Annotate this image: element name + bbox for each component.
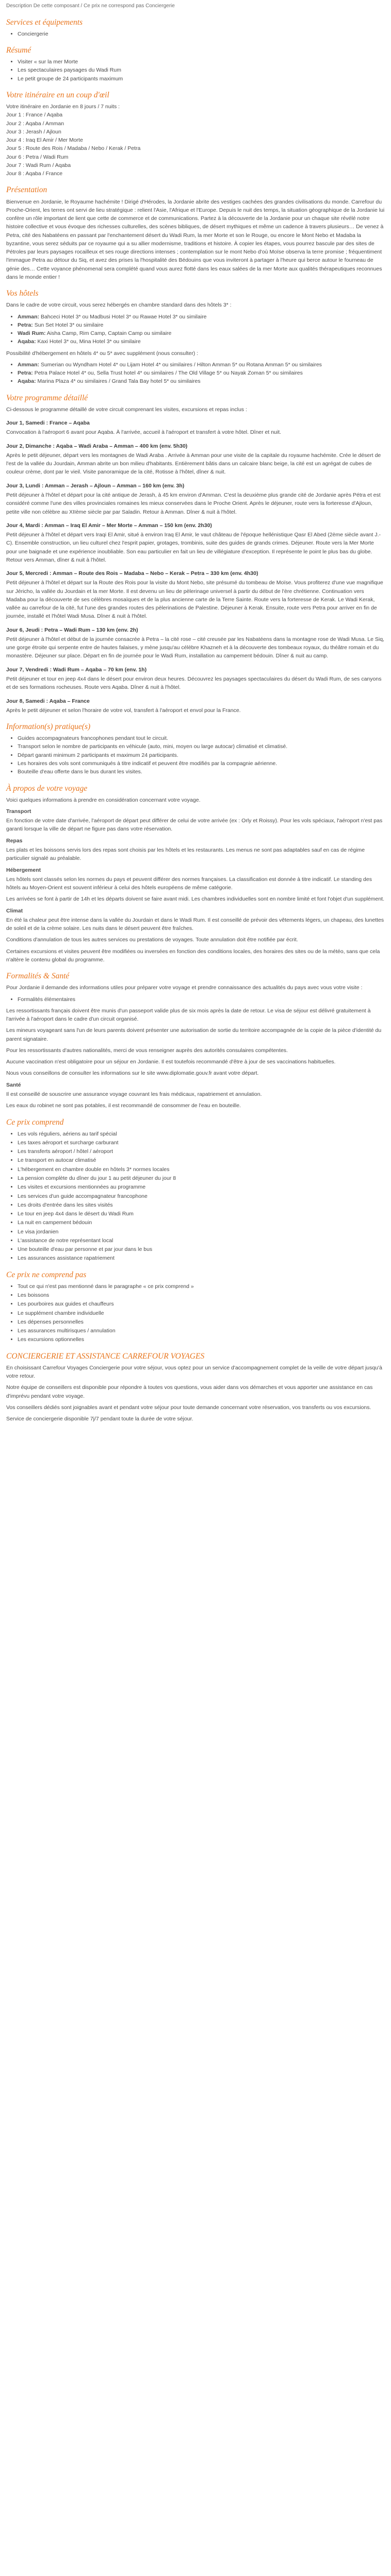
list-item: • Le visa jordanien (18, 1228, 385, 1236)
hotels-intro: Dans le cadre de votre circuit, vous serez hébergés en chambre standard dans des hôtels 3* : (6, 302, 232, 309)
list-item: • Les vols réguliers, aériens au tarif spécial (18, 1130, 385, 1138)
list-item: • Guides accompagnateurs francophones pendant tout le circuit. (18, 734, 385, 742)
day-heading: Jour 6, Jeudi : Petra – Wadi Rum – 130 km (env. 2h) (6, 626, 138, 633)
hotel-item (18, 313, 385, 321)
inclus-section (6, 1117, 385, 1263)
formalites-section (6, 971, 385, 1110)
hotels-section (6, 289, 385, 386)
apropos-subheading: Climat (6, 907, 23, 914)
apropos-title: À propos de votre voyage (6, 784, 88, 793)
itinerary-line: Jour 2 : Aqaba / Amman (6, 120, 64, 127)
formalites-paragraph: Les mineurs voyageant sans l'un de leurs parents doivent présenter une autorisation de sortie du territoire accompagnée de la copie de la pièce d'identité du parent signataire. (6, 1027, 382, 1042)
day-block (6, 697, 385, 715)
list-item: • Les pourboires aux guides et chauffeurs (18, 1300, 385, 1308)
non-inclus-section (6, 1270, 385, 1344)
sante-paragraph: Il est conseillé de souscrire une assurance voyage couvrant les frais médicaux, rapatriement et annulation. (6, 1091, 262, 1097)
day-heading: Jour 5, Mercredi : Amman – Route des Rois – Madaba – Nebo – Kerak – Petra – 330 km (env. 4h30) (6, 570, 258, 577)
hotel-names: Kaxi Hotel 3* ou, Mina Hotel 3* ou similaire (37, 338, 141, 345)
hotel-names: Marina Plaza 4* ou similaires / Grand Tala Bay hotel 5* ou similaires (37, 378, 201, 385)
list-item: • Les boissons (18, 1291, 385, 1299)
list-item: • Les spectaculaires paysages du Wadi Rum (18, 66, 385, 74)
conciergerie-section (6, 1351, 385, 1423)
hotel-city: Aqaba: (18, 378, 36, 385)
list-item: • Les assurances assistance rapatriement (18, 1254, 385, 1262)
apropos-subheading: Hébergement (6, 867, 41, 873)
formalites-paragraph: Les ressortissants français doivent être munis d'un passeport valide plus de six mois après la date de retour. Le visa de séjour est délivré gratuitement à l'arrivée à l'aéroport dans le cadre d'un circuit organisé. (6, 1007, 371, 1023)
resume-section (6, 45, 385, 83)
day-heading: Jour 4, Mardi : Amman – Iraq El Amir – Mer Morte – Amman – 150 km (env. 2h30) (6, 522, 212, 529)
day-text: Petit déjeuner et tour en jeep 4x4 dans le désert pour environ deux heures. Découvrez les paysages spectaculaires du désert du Wadi Rum, de ses canyons et de ses formations rocheuses. Route vers Aqaba. Dîner & nuit à l'hôtel. (6, 676, 382, 691)
day-heading: Jour 3, Lundi : Amman – Jerash – Ajloun – Amman – 160 km (env. 3h) (6, 482, 185, 489)
hotel-city: Aqaba: (18, 338, 36, 345)
day-block (6, 666, 385, 692)
inclus-title: Ce prix comprend (6, 1117, 64, 1127)
list-item: • Départ garanti minimum 2 participants et maximum 24 participants. (18, 751, 385, 759)
day-block (6, 482, 385, 516)
list-item: • Visiter « sur la mer Morte (18, 58, 385, 66)
day-text: Petit déjeuner à l'hôtel et départ pour la cité antique de Jerash, à 45 km environ d'Amman. C'est la deuxième plus grande cité de Jordanie après Pétra et est considéré comme l'une des villes provinciales romaines les mieux conservées dans le Proche Orient. Après le déjeuner, route vers la forteresse d'Ajloun, petite ville non célèbre au XIIème siècle par par Saladin. Retour à Amman. Dîner & nuit à l'hôtel. (6, 492, 381, 515)
apropos-paragraph: En fonction de votre date d'arrivée, l'aéroport de départ peut différer de celui de votre arrivée (ex : Orly et Roissy). Pour les vols spéciaux, l'aéroport n'est pas garanti lorsque la ville de départ ne figure pas dans votre réservation. (6, 818, 383, 833)
apropos-paragraph: Conditions d'annulation de tous les autres services ou prestations de voyages. Toute annulation doit être notifiée par écrit. (6, 937, 298, 943)
apropos-section (6, 784, 385, 964)
hotel-names: Bahceci Hotel 3* ou Madbusi Hotel 3* ou Rawae Hotel 3* ou similaire (40, 313, 207, 320)
itinerary-line: Jour 3 : Jerash / Ajloun (6, 128, 61, 135)
list-item: • Tout ce qui n'est pas mentionné dans le paragraphe « ce prix comprend » (18, 1282, 385, 1291)
list-item: • Formalités élémentaires (18, 995, 385, 1004)
apropos-paragraph: Certaines excursions et visites peuvent être modifiées ou inversées en fonction des conditions locales, des horaires des sites ou de la météo, sans que cela n'altère le contenu global du programme. (6, 948, 380, 963)
hotels-upgrade-list (6, 361, 385, 386)
list-item: • L'hébergement en chambre double en hôtels 3* normes locales (18, 1165, 385, 1174)
formalites-paragraph: Aucune vaccination n'est obligatoire pour un séjour en Jordanie. Il est toutefois recommandé d'être à jour de ses vaccinations habituelles. (6, 1059, 336, 1065)
day-text: Petit déjeuner à l'hôtel et départ vers Iraqi El Amir, situé à environ Iraq El Amir, le vaut château de l'époque hellénistique Qasr El Abed (2ème siècle avant J.-C). Ensemble construction, un lieu culturel chez l'esprit papier, grotages, trombinis, suite des guides de grands crimes. Déjeuner. Route vers la Mer Morte pour une baignade et une expérience inoubliable. Son eau particulier en fait un lieu de villégiature d'exception. Il représente le point le plus bas du globe. Retour vers Amman, dîner & nuit à l'hôtel. (6, 532, 381, 563)
services-title: Services et équipements (6, 18, 83, 27)
itinerary-line: Jour 8 : Aqaba / France (6, 171, 63, 177)
list-item: • Les excursions optionnelles (18, 1335, 385, 1344)
hotel-upgrade-item (18, 369, 385, 377)
non-inclus-list (6, 1282, 385, 1344)
hotels-list (6, 313, 385, 346)
presentation-title: Présentation (6, 185, 47, 195)
day-heading: Jour 7, Vendredi : Wadi Rum – Aqaba – 70 km (env. 1h) (6, 666, 147, 673)
day-block (6, 521, 385, 564)
itinerary-lines (6, 111, 385, 178)
hotel-item (18, 329, 385, 337)
list-item: • L'assistance de notre représentant local (18, 1236, 385, 1245)
day-text: Petit déjeuner à l'hôtel et départ sur la Route des Rois pour la visite du Mont Nebo, site présumé du tombeau de Moïse. Vous profiterez d'une vue magnifique sur Jéricho, la vallée du Jourdain et la mer Morte. Il est devenu un lieu de pèlerinage universel à partir du début de l'ère chrétienne. Continuation vers Madaba pour la découverte de ses célèbres mosaïques et de la plus ancienne carte de la Terre Sainte. Route vers la forteresse de Kerak. Le Wadi Kerak, vallée au carrefour de la cité, fut l'une des grandes routes des pèlerinations de Palestine. Déjeuner à Kerak. Ensuite, route vers Petra pour arriver en fin de journée, installé et l'hôtel Wadi Musa. Dîner & nuit à l'hôtel. (6, 580, 383, 620)
presentation-paragraph: Bienvenue en Jordanie, le Royaume hachémite ! Dirigé d'Hérodes, la Jordanie abrite des vestiges cachées des grandes civilisations du monde. Carrefour du Proche-Orient, les terres ont servi de lieu stratégique : relient l'Asie, l'Afrique et l'Europe. Depuis le nuit des temps, la situation géographique de la Jordanie lui confère un rôle important de lient que cette de commerce et de communications. Partez à la découverte de la Jordanie pour un chaque site révélé notre histoire collective et vous évoque des richesses culturelles, des scènes bibliques, de désert mythiques et même un cadence à travers plusieurs… De venez à Petra, cité des Nabatéens en passant par l'enchantement désert du Wadi Rum, la mer Morte et son le Rouge, ou encore le Mont Nebo et Madaba la byzantine, vous serez séduits par ce royaume qui a su allier modernisme, traditions et histoire. À copier les étapes, vous pourrez bascule par des sites de Pétroles par leurs paysages rocailleux et ses rouge directions intenses ; contemplation sur le mont Nebo d'où Moïse observa la terre promise ; fréquentiment l'immague Petra au détour du Siq, et avez des prises la l'hospitalité des Bédouins que vous inviteront à partager à l'heure qui berce autour le fourneau de génie des… Cette voyance phénomenal sera complété quand vous aurez flotté dans les eaux salées de la mer Morte aux qualités thérapeutiques reconnues dans le monde entier ! (6, 198, 385, 280)
inclus-list (6, 1130, 385, 1263)
day-text: Convocation à l'aéroport 6 avant pour Aqaba. À l'arrivée, accueil à l'aéroport et transfert à votre hôtel. Dîner et nuit. (6, 429, 282, 436)
formalites-paragraph: Nous vous conseillons de consulter les informations sur le site www.diplomatie.gouv.fr avant votre départ. (6, 1070, 259, 1077)
itinerary-line: Jour 7 : Wadi Rum / Aqaba (6, 162, 71, 168)
conciergerie-paragraph: Notre équipe de conseillers est disponible pour répondre à toutes vos questions, vous aider dans vos démarches et vous apporter une assistance en cas d'imprévu pendant votre voyage. (6, 1384, 373, 1399)
hotel-names: Sun Set Hotel 3* ou similaire (34, 321, 104, 328)
list-item: • Transport selon le nombre de participants en véhicule (auto, mini, moyen ou large autocar) climatisé et climatisé. (18, 742, 385, 751)
hotel-names: Sumerian ou Wyndham Hotel 4* ou Lijam Hotel 4* ou similaires / Hilton Amman 5* ou Rotana Amman 5* ou similaires (40, 361, 322, 368)
formalites-title: Formalités & Santé (6, 972, 70, 981)
informations-title: Information(s) pratique(s) (6, 722, 91, 732)
list-item: • Les visites et excursions mentionnées au programme (18, 1183, 385, 1191)
services-list (6, 30, 385, 38)
list-item: • Le supplément chambre individuelle (18, 1309, 385, 1317)
list-item: • Les dépenses personnelles (18, 1318, 385, 1326)
list-item: • Les services d'un guide accompagnateur francophone (18, 1192, 385, 1200)
hotel-names: Aisha Camp, Rim Camp, Captain Camp ou similaire (46, 330, 172, 337)
day-block (6, 569, 385, 621)
itinerary-line: Jour 1 : France / Aqaba (6, 112, 63, 118)
hotel-upgrade-item (18, 361, 385, 369)
list-item: • Les horaires des vols sont communiqués à titre indicatif et peuvent être modifiés par la compagnie aérienne. (18, 759, 385, 768)
resume-title: Résumé (6, 45, 31, 55)
list-item: • Conciergerie (18, 30, 385, 38)
list-item: • Les taxes aéroport et surcharge carburant (18, 1139, 385, 1147)
day-heading: Jour 2, Dimanche : Aqaba – Wadi Araba – Amman – 400 km (env. 5h30) (6, 443, 188, 449)
hotel-names: Petra Palace Hotel 4* ou, Sella Trust hotel 4* ou similaires / The Old Village 5* ou Nayak Zoman 5* ou similaires (34, 370, 303, 377)
list-item: • Les transferts aéroport / hôtel / aéroport (18, 1147, 385, 1156)
list-item: • Le transport en autocar climatisé (18, 1156, 385, 1164)
apropos-paragraph: En été la chaleur peut être intense dans la vallée du Jourdain et dans le Wadi Rum. Il est conseillé de prévoir des vêtements légers, un chapeau, des lunettes de soleil et de la crème solaire. Les nuits dans le désert peuvent être fraîches. (6, 917, 384, 932)
non-inclus-title: Ce prix ne comprend pas (6, 1270, 87, 1279)
hotel-item (18, 321, 385, 329)
day-block (6, 442, 385, 477)
day-text: Après le petit déjeuner et selon l'horaire de votre vol, transfert à l'aéroport et envol pour la France. (6, 707, 241, 714)
presentation-section (6, 185, 385, 281)
resume-list (6, 58, 385, 83)
hotels-title: Vos hôtels (6, 289, 39, 298)
list-item: • Bouteille d'eau offerte dans le bus durant les visites. (18, 768, 385, 776)
itinerary-line: Jour 4 : Iraq El Amir / Mer Morte (6, 137, 83, 144)
day-heading: Jour 8, Samedi : Aqaba – France (6, 698, 90, 704)
list-item: • Une bouteille d'eau par personne et par jour dans le bus (18, 1245, 385, 1253)
formalites-paragraph: Pour les ressortissants d'autres nationalités, merci de vous renseigner auprès des autorités consulaires compétentes. (6, 1047, 288, 1054)
hotel-city: Petra: (18, 370, 33, 377)
hotel-city: Wadi Rum: (18, 330, 46, 337)
list-item: • Le tour en jeep 4x4 dans le désert du Wadi Rum (18, 1210, 385, 1218)
apropos-paragraph: Les hôtels sont classés selon les normes du pays et peuvent différer des normes françaises. La classification est donnée à titre indicatif. Le standing des hôtels au Moyen-Orient est souvent inférieur à celui des hôtels européens de même catégorie. (6, 876, 372, 891)
services-section (6, 18, 385, 38)
hotel-city: Petra: (18, 321, 33, 328)
list-item: • Les assurances multirisques / annulation (18, 1327, 385, 1335)
programme-title: Votre programme détaillé (6, 393, 88, 402)
apropos-subheading: Repas (6, 837, 23, 844)
formalites-intro: Pour Jordanie il demande des informations utiles pour préparer votre voyage et prendre connaissance des actualités du pays avec vous votre visite : (6, 985, 363, 991)
programme-section (6, 393, 385, 715)
description-line: Description De cette composant / Ce prix ne correspond pas Conciergerie (6, 3, 175, 9)
conciergerie-paragraph: Service de conciergerie disponible 7j/7 pendant toute la durée de votre séjour. (6, 1416, 193, 1422)
itinerary-summary-title: Votre itinéraire en un coup d'œil (6, 90, 109, 99)
apropos-subheading: Transport (6, 808, 31, 815)
informations-list (6, 734, 385, 776)
day-block (6, 419, 385, 437)
sante-subheading: Santé (6, 1081, 21, 1088)
itinerary-summary-intro: Votre itinéraire en Jordanie en 8 jours / 7 nuits : (6, 103, 120, 110)
hotel-upgrade-item (18, 377, 385, 385)
list-item: • Le petit groupe de 24 participants maximum (18, 75, 385, 83)
programme-intro: Ci-dessous le programme détaillé de votre circuit comprenant les visites, excursions et repas inclus : (6, 406, 247, 413)
hotel-item (18, 337, 385, 346)
itinerary-line: Jour 6 : Petra / Wadi Rum (6, 154, 69, 160)
apropos-paragraph: Les plats et les boissons servis lors des repas sont choisis par les hôtels et les restaurants. Les menus ne sont pas adaptables sauf en cas de régime particulier signalé au préalable. (6, 847, 365, 862)
conciergerie-paragraph: Vos conseillers dédiés sont joignables avant et pendant votre séjour pour toute demande concernant votre réservation, vos transferts ou vos excursions. (6, 1404, 371, 1411)
conciergerie-title: CONCIERGERIE ET ASSISTANCE CARREFOUR VOYAGES (6, 1351, 205, 1361)
list-item: • Les droits d'entrée dans les sites visités (18, 1201, 385, 1209)
day-block (6, 626, 385, 660)
itinerary-line: Jour 5 : Route des Rois / Madaba / Nebo / Kerak / Petra (6, 145, 141, 152)
day-heading: Jour 1, Samedi : France – Aqaba (6, 420, 90, 427)
hotel-city: Amman: (18, 313, 40, 320)
list-item: • La nuit en campement bédouin (18, 1218, 385, 1227)
itinerary-summary-section (6, 90, 385, 178)
hotels-upgrade-intro: Possibilité d'hébergement en hôtels 4* ou 5* avec supplément (nous consulter) : (6, 350, 199, 357)
apropos-paragraph: Les arrivées se font à partir de 14h et les départs doivent se faire avant midi. Les chambres individuelles sont en nombre limité et font l'objet d'un supplément. (6, 896, 384, 903)
day-text: Petit déjeuner à l'hôtel et début de la journée consacrée à Petra – la cité rose – cité creusée par les Nabatéens dans la montagne rose de Wadi Musa. Le Siq, une gorge étroite qui serpente entre de hautes falaises, y mène jusqu'au célèbre Khazneh et à la découverte des tombeaux royaux, du théâtre romain et du monastère. Déjeuner sur place. Départ en fin de journée pour le Wadi Rum, installation au campement bédouin. Dîner & nuit au camp. (6, 636, 384, 659)
apropos-intro: Voici quelques informations à prendre en considération concernant votre voyage. (6, 796, 201, 803)
day-text: Après le petit déjeuner, départ vers les montagnes de Wadi Araba . Arrivée à Amman pour une visite de la capitale du royaume hachémite. Crée le désert de l'est de la vallée du Jourdain, Amman abrite un bon milieu d'habitants. Entièrement bâtis dans un calcaire blanc beige, la cité est un agrégat de cubes de couleur crème, dont par le vieil. Visite panoramique de la cité, Rotisse à l'hôtel, dîner & nuit. (6, 452, 381, 476)
hotel-city: Amman: (18, 361, 40, 368)
sante-paragraph: Les eaux du robinet ne sont pas potables, il est recommandé de consommer de l'eau en bouteille. (6, 1103, 241, 1109)
conciergerie-paragraph: En choisissant Carrefour Voyages Conciergerie pour votre séjour, vous optez pour un service d'accompagnement complet de la veille de votre départ jusqu'à votre retour. (6, 1364, 382, 1380)
formalites-list (6, 995, 385, 1004)
informations-section (6, 722, 385, 776)
list-item: • La pension complète du dîner du jour 1 au petit déjeuner du jour 8 (18, 1174, 385, 1182)
